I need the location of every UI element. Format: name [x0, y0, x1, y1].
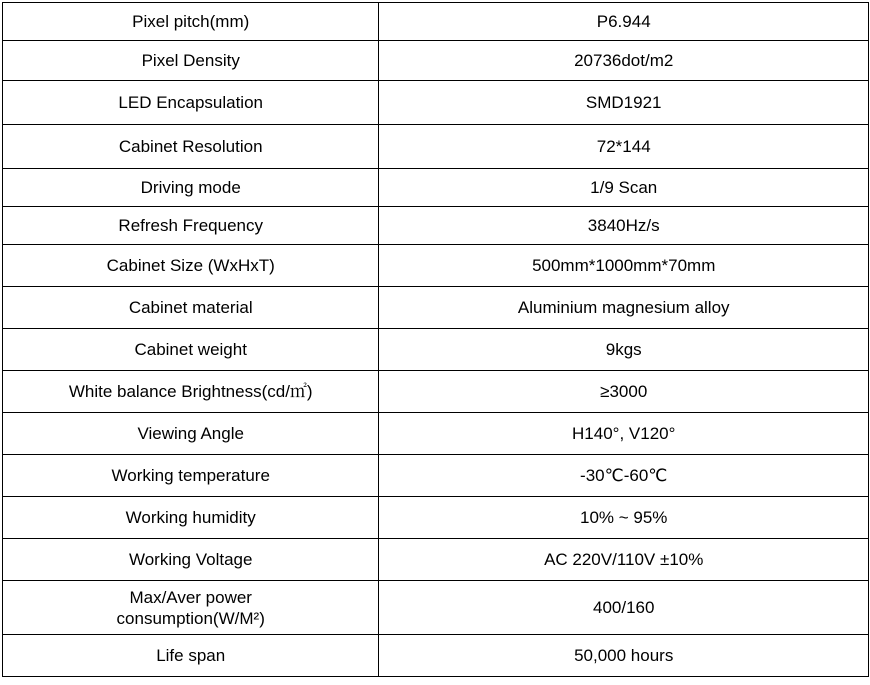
spec-value: Aluminium magnesium alloy: [379, 287, 869, 329]
spec-label: Working temperature: [3, 455, 379, 497]
spec-label: LED Encapsulation: [3, 81, 379, 125]
spec-value: 400/160: [379, 581, 869, 635]
spec-label: Viewing Angle: [3, 413, 379, 455]
spec-value: SMD1921: [379, 81, 869, 125]
spec-value: -30℃-60℃: [379, 455, 869, 497]
spec-value: 20736dot/m2: [379, 41, 869, 81]
spec-label: White balance Brightness(cd/㎡): [3, 371, 379, 413]
spec-label: Pixel pitch(mm): [3, 3, 379, 41]
spec-value: ≥3000: [379, 371, 869, 413]
table-row: [3, 41, 869, 81]
table-row: [3, 81, 869, 125]
spec-table: [2, 2, 869, 677]
spec-value: 72*144: [379, 125, 869, 169]
spec-label: Refresh Frequency: [3, 207, 379, 245]
spec-value: AC 220V/110V ±10%: [379, 539, 869, 581]
table-row: [3, 245, 869, 287]
table-row: [3, 455, 869, 497]
spec-value: 9kgs: [379, 329, 869, 371]
table-row: [3, 581, 869, 635]
spec-label: Cabinet weight: [3, 329, 379, 371]
spec-value: 3840Hz/s: [379, 207, 869, 245]
spec-label: Pixel Density: [3, 41, 379, 81]
spec-label: Working humidity: [3, 497, 379, 539]
spec-label: Cabinet Resolution: [3, 125, 379, 169]
spec-label: Life span: [3, 635, 379, 677]
spec-label: Cabinet Size (WxHxT): [3, 245, 379, 287]
spec-value: H140°, V120°: [379, 413, 869, 455]
spec-label: Driving mode: [3, 169, 379, 207]
table-row: [3, 329, 869, 371]
spec-value: 50,000 hours: [379, 635, 869, 677]
table-row: [3, 169, 869, 207]
table-row: [3, 3, 869, 41]
table-row: [3, 125, 869, 169]
spec-label: Max/Aver power consumption(W/M²): [3, 581, 379, 635]
table-row: [3, 635, 869, 677]
table-row: [3, 539, 869, 581]
spec-label: Working Voltage: [3, 539, 379, 581]
spec-value: 10% ~ 95%: [379, 497, 869, 539]
spec-value: P6.944: [379, 3, 869, 41]
spec-label: Cabinet material: [3, 287, 379, 329]
table-row: [3, 207, 869, 245]
table-row: [3, 371, 869, 413]
spec-value: 1/9 Scan: [379, 169, 869, 207]
table-row: [3, 287, 869, 329]
table-row: [3, 413, 869, 455]
table-row: [3, 497, 869, 539]
spec-value: 500mm*1000mm*70mm: [379, 245, 869, 287]
